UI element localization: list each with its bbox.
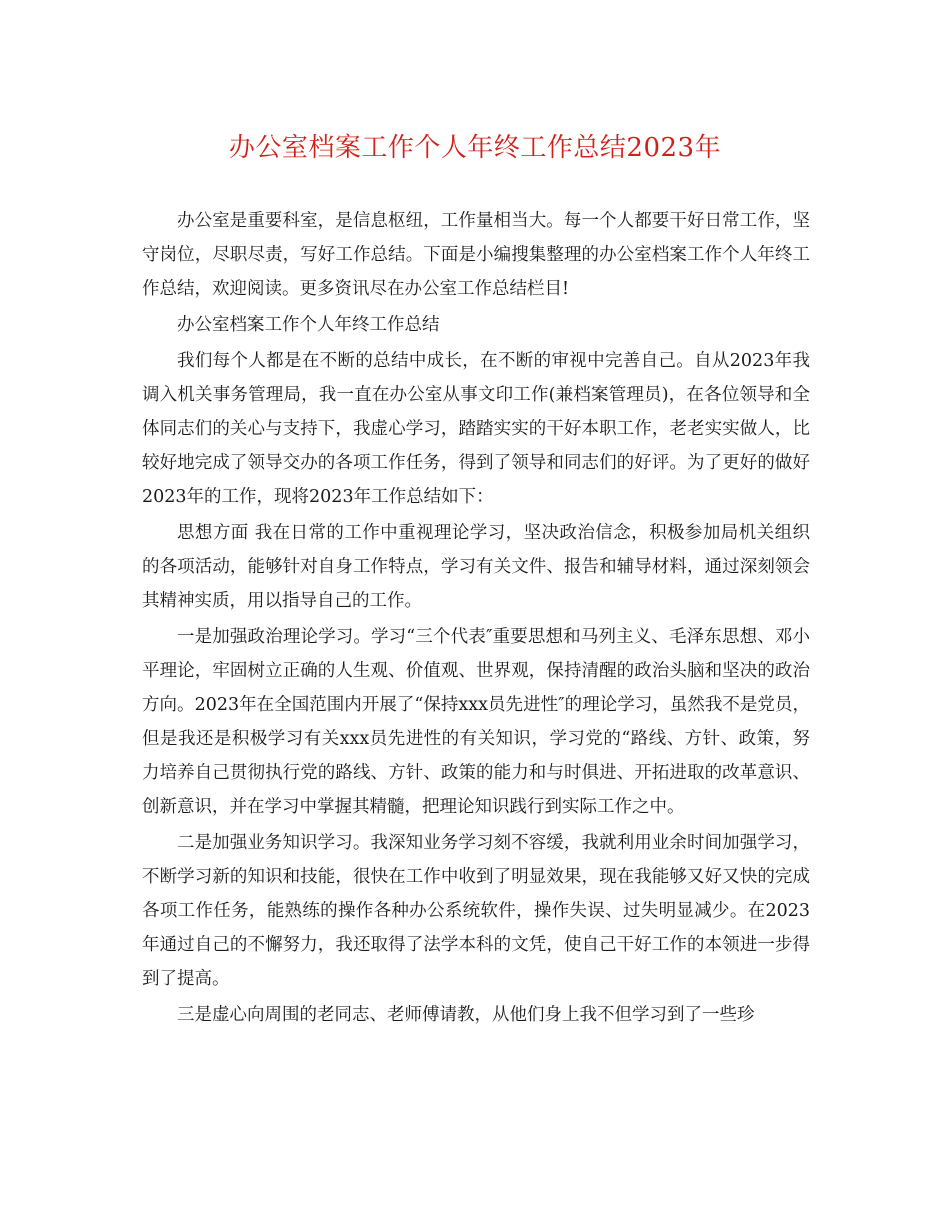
paragraph-overview: 我们每个人都是在不断的总结中成长，在不断的审视中完善自己。自从2023年我调入机关事务管理局，我一直在办公室从事文印工作(兼档案管理员)，在各位领导和全体同志们的关心与支持下，我虚心学习，踏踏实实的干好本职工作，老老实实做人，比较好地完成了领导交办的各项工作任务，得到了领导和同志们的好评。为了更好的做好2023年的工作，现将2023年工作总结如下： — [142, 351, 810, 507]
paragraph-thought: 思想方面 我在日常的工作中重视理论学习，坚决政治信念，积极参加局机关组织的各项活动，能够针对自身工作特点，学习有关文件、报告和辅导材料，通过深刻领会其精神实质，用以指导自己的工作。 — [142, 523, 810, 611]
paragraph-political-study: 一是加强政治理论学习。学习“三个代表″重要思想和马列主义、毛泽东思想、邓小平理论，牢固树立正确的人生观、价值观、世界观，保持清醒的政治头脑和坚决的政治方向。2023年在全国范围内开展了“保持xxx员先进性″的理论学习，虽然我不是党员，但是我还是积极学习有关xxx员先进性的有关知识，学习党的“路线、方针、政策，努力培养自己贯彻执行党的路线、方针、政策的能力和与时俱进、开拓进取的改革意识、创新意识，并在学习中掌握其精髓，把理论知识践行到实际工作之中。 — [142, 627, 810, 817]
document-body — [142, 204, 810, 1034]
paragraph-intro: 办公室是重要科室，是信息枢纽，工作量相当大。每一个人都要干好日常工作，坚守岗位，尽职尽责，写好工作总结。下面是小编搜集整理的办公室档案工作个人年终工作总结，欢迎阅读。更多资讯尽在办公室工作总结栏目! — [142, 211, 810, 299]
paragraph-business-study: 二是加强业务知识学习。我深知业务学习刻不容缓，我就利用业余时间加强学习，不断学习新的知识和技能，很快在工作中收到了明显效果，现在我能够又好又快的完成各项工作任务，能熟练的操作各种办公系统软件，操作失误、过失明显减少。在2023年通过自己的不懈努力，我还取得了法学本科的文凭，使自己干好工作的本领进一步得到了提高。 — [142, 833, 810, 989]
paragraph-learn-from-colleagues: 三是虚心向周围的老同志、老师傅请教，从他们身上我不但学习到了一些珍 — [177, 1005, 755, 1025]
paragraph-subtitle: 办公室档案工作个人年终工作总结 — [177, 315, 440, 335]
document-title: 办公室档案工作个人年终工作总结2023年 — [228, 133, 722, 163]
